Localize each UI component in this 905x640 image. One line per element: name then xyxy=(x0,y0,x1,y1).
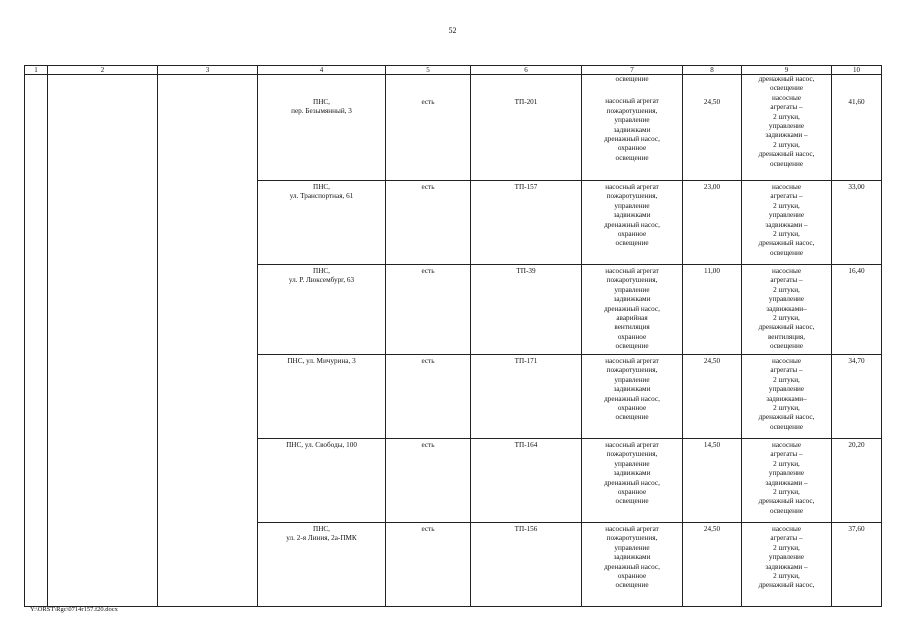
substation-cell-text: ТП-157 xyxy=(514,183,538,191)
column-number: 3 xyxy=(158,66,258,75)
loads-line: освещение xyxy=(769,248,804,257)
equipment-line: управление xyxy=(614,285,650,294)
equipment-line: охранное xyxy=(617,332,647,341)
column-number: 2 xyxy=(48,66,158,75)
equipment-line: охранное xyxy=(617,230,647,239)
equipment-line: задвижками xyxy=(613,211,651,220)
total-cell xyxy=(832,355,882,439)
loads-line: задвижками – xyxy=(765,562,808,571)
total-cell xyxy=(832,181,882,265)
availability-cell-text: есть xyxy=(421,267,435,275)
equipment-line: освещение xyxy=(615,581,649,590)
power-cell xyxy=(683,355,742,439)
equipment-table xyxy=(24,65,882,607)
equipment-line: насосный агрегат xyxy=(605,97,659,106)
object-name-line: ПНС, xyxy=(313,525,330,533)
file-path-footer: Y:\ORST\Rgc\0714r157.f20.docx xyxy=(30,606,118,613)
power-cell-text: 24,50 xyxy=(703,98,721,106)
loads-line: 2 штуки, xyxy=(773,459,800,468)
column-number: 1 xyxy=(25,66,48,75)
power-cell-text: 23,00 xyxy=(703,183,721,191)
equipment-line: охранное xyxy=(617,404,647,413)
equipment-line: задвижками xyxy=(613,553,651,562)
loads-line: освещение xyxy=(769,342,804,351)
equipment-line: пожаротушения, xyxy=(606,450,658,459)
equipment-cell xyxy=(582,75,683,181)
equipment-line: управление xyxy=(614,201,650,210)
availability-cell-text: есть xyxy=(421,183,435,191)
loads-line: агрегаты – xyxy=(770,192,803,201)
column-number: 4 xyxy=(258,66,386,75)
substation-cell xyxy=(471,75,582,181)
equipment-line: управление xyxy=(614,375,650,384)
loads-line: освещение xyxy=(769,422,804,431)
availability-cell xyxy=(386,75,471,181)
equipment-line: задвижками xyxy=(613,385,651,394)
loads-line: агрегаты – xyxy=(770,450,803,459)
substation-cell xyxy=(471,523,582,607)
substation-cell xyxy=(471,265,582,355)
loads-cell xyxy=(742,439,832,523)
substation-cell-text: ТП-171 xyxy=(514,357,538,365)
column-number: 5 xyxy=(386,66,471,75)
total-cell-text: 37,60 xyxy=(848,525,865,533)
loads-line: управление xyxy=(768,211,805,220)
merged-cell-col3 xyxy=(158,75,258,607)
object-name-line: ПНС, ул. Свободы, 100 xyxy=(286,441,357,449)
equipment-cell xyxy=(582,439,683,523)
loads-line: 2 штуки, xyxy=(773,314,800,323)
availability-cell xyxy=(386,439,471,523)
object-name-cell xyxy=(258,75,386,181)
equipment-line: насосный агрегат xyxy=(605,525,659,533)
loads-line: 2 штуки, xyxy=(773,230,800,239)
equipment-line: дренажный насос, xyxy=(604,562,660,571)
loads-line: агрегаты – xyxy=(770,366,803,375)
object-name-line: ул. 2-я Линия, 2а-ПМК xyxy=(286,534,357,543)
total-cell-text: 41,60 xyxy=(848,98,865,106)
loads-line: управление xyxy=(768,385,805,394)
total-cell-text: 34,70 xyxy=(848,357,865,365)
equipment-line: дренажный насос, xyxy=(604,220,660,229)
power-cell xyxy=(683,265,742,355)
table-row xyxy=(25,75,882,181)
loads-line: задвижками– xyxy=(766,394,807,403)
merged-cell-col2 xyxy=(48,75,158,607)
power-cell-text: 24,50 xyxy=(703,357,721,365)
total-cell-text: 16,40 xyxy=(848,267,865,275)
object-name-cell xyxy=(258,181,386,265)
merged-cell-col1 xyxy=(25,75,48,607)
equipment-line: управление xyxy=(614,543,650,552)
equipment-line: пожаротушения, xyxy=(606,276,658,285)
loads-cell xyxy=(742,75,832,181)
equipment-line: аварийная xyxy=(616,314,648,323)
equipment-line: насосный агрегат xyxy=(605,183,659,191)
loads-line: освещение xyxy=(769,159,804,168)
loads-line: задвижками – xyxy=(765,220,808,229)
column-number-row xyxy=(25,66,882,75)
power-cell-text: 24,50 xyxy=(703,525,721,533)
substation-cell xyxy=(471,355,582,439)
loads-line: агрегаты – xyxy=(770,103,803,112)
equipment-line: управление xyxy=(614,116,650,125)
equipment-cell xyxy=(582,523,683,607)
equipment-line: задвижками xyxy=(613,295,651,304)
availability-cell-text: есть xyxy=(421,441,435,449)
substation-cell-text: ТП-156 xyxy=(514,525,538,533)
availability-cell xyxy=(386,265,471,355)
power-cell xyxy=(683,181,742,265)
availability-cell-text: есть xyxy=(421,357,435,365)
equipment-line: насосный агрегат xyxy=(605,441,659,449)
availability-cell xyxy=(386,355,471,439)
power-cell-text: 11,00 xyxy=(704,267,720,275)
loads-line: насосные xyxy=(771,441,802,449)
equipment-line: охранное xyxy=(617,144,647,153)
equipment-cell xyxy=(582,265,683,355)
loads-line: 2 штуки, xyxy=(773,112,800,121)
equipment-line: освещение xyxy=(615,153,649,162)
equipment-line: пожаротушения, xyxy=(606,192,658,201)
loads-line: управление xyxy=(768,122,805,131)
equipment-line: освещение xyxy=(615,497,649,506)
substation-cell xyxy=(471,181,582,265)
column-number: 9 xyxy=(742,66,832,75)
equipment-line: управление xyxy=(614,459,650,468)
loads-line: дренажный насос, xyxy=(758,413,815,422)
equipment-line: дренажный насос, xyxy=(604,394,660,403)
loads-cell xyxy=(742,355,832,439)
power-cell xyxy=(683,75,742,181)
total-cell xyxy=(832,523,882,607)
continuation-text: освещение xyxy=(615,75,649,83)
loads-line: вентиляция, xyxy=(767,332,806,341)
equipment-line: освещение xyxy=(615,342,649,351)
loads-cell xyxy=(742,523,832,607)
object-name-line: ПНС, xyxy=(313,183,330,191)
total-cell xyxy=(832,439,882,523)
power-cell-text: 14,50 xyxy=(703,441,721,449)
loads-line: агрегаты – xyxy=(770,534,803,543)
availability-cell-text: есть xyxy=(421,525,435,533)
loads-line: 2 штуки, xyxy=(773,572,800,581)
loads-line: дренажный насос, xyxy=(758,497,815,506)
substation-cell-text: ТП-39 xyxy=(516,267,536,275)
loads-line: задвижками – xyxy=(765,478,808,487)
equipment-line: задвижками xyxy=(613,469,651,478)
total-cell xyxy=(832,265,882,355)
equipment-cell xyxy=(582,181,683,265)
availability-cell xyxy=(386,523,471,607)
substation-cell-text: ТП-201 xyxy=(514,98,538,106)
equipment-line: пожаротушения, xyxy=(606,366,658,375)
column-number: 10 xyxy=(832,66,882,75)
loads-line: управление xyxy=(768,553,805,562)
loads-line: 2 штуки, xyxy=(773,140,800,149)
loads-line: 2 штуки, xyxy=(773,488,800,497)
object-name-cell xyxy=(258,439,386,523)
total-cell xyxy=(832,75,882,181)
column-number: 7 xyxy=(582,66,683,75)
loads-line: 2 штуки, xyxy=(773,404,800,413)
loads-line: насосные xyxy=(771,183,802,191)
substation-cell xyxy=(471,439,582,523)
loads-line: 2 штуки, xyxy=(773,375,800,384)
page-number: 52 xyxy=(448,26,457,35)
loads-line: насосные xyxy=(771,525,802,533)
equipment-line: освещение xyxy=(615,413,649,422)
object-name-line: пер. Безымянный, 3 xyxy=(291,107,352,116)
availability-cell xyxy=(386,181,471,265)
equipment-line: вентиляция xyxy=(614,323,650,332)
loads-line: задвижками– xyxy=(766,304,807,313)
equipment-line: дренажный насос, xyxy=(604,478,660,487)
object-name-cell xyxy=(258,523,386,607)
column-number: 8 xyxy=(683,66,742,75)
equipment-line: насосный агрегат xyxy=(605,267,659,275)
object-name-line: ул. Р. Люксембург, 63 xyxy=(288,276,355,285)
loads-line: 2 штуки, xyxy=(773,201,800,210)
loads-line: насосные xyxy=(771,93,802,102)
equipment-line: насосный агрегат xyxy=(605,357,659,365)
loads-line: насосные xyxy=(771,357,802,365)
substation-cell-text: ТП-164 xyxy=(514,441,538,449)
equipment-line: освещение xyxy=(615,239,649,248)
continuation-text: дренажный насос, xyxy=(758,75,815,83)
loads-line: управление xyxy=(768,469,805,478)
loads-line: 2 штуки, xyxy=(773,285,800,294)
equipment-line: дренажный насос, xyxy=(604,135,660,144)
loads-line: агрегаты – xyxy=(770,276,803,285)
power-cell xyxy=(683,523,742,607)
object-name-line: ПНС, xyxy=(313,267,330,275)
loads-cell xyxy=(742,265,832,355)
loads-line: дренажный насос, xyxy=(758,323,815,332)
loads-line: насосные xyxy=(771,267,802,275)
equipment-line: охранное xyxy=(617,572,647,581)
object-name-cell xyxy=(258,355,386,439)
equipment-line: задвижками xyxy=(613,125,651,134)
availability-cell-text: есть xyxy=(421,98,435,106)
total-cell-text: 20,20 xyxy=(848,441,865,449)
equipment-line: пожаротушения, xyxy=(606,106,658,115)
loads-line: 2 штуки, xyxy=(773,543,800,552)
object-name-cell xyxy=(258,265,386,355)
loads-line: дренажный насос, xyxy=(758,239,815,248)
loads-line: задвижками – xyxy=(765,131,808,140)
object-name-line: ПНС, ул. Мичурина, 3 xyxy=(287,357,356,365)
equipment-line: дренажный насос, xyxy=(604,304,660,313)
object-name-line: ПНС, xyxy=(313,98,330,106)
loads-line: управление xyxy=(768,295,805,304)
loads-line: дренажный насос, xyxy=(758,150,815,159)
object-name-line: ул. Транспортная, 61 xyxy=(289,192,354,201)
continuation-text: освещение xyxy=(769,84,804,93)
total-cell-text: 33,00 xyxy=(848,183,865,191)
loads-cell xyxy=(742,181,832,265)
loads-line: дренажный насос, xyxy=(758,581,815,590)
equipment-line: охранное xyxy=(617,488,647,497)
loads-line: освещение xyxy=(769,506,804,515)
equipment-cell xyxy=(582,355,683,439)
equipment-line: пожаротушения, xyxy=(606,534,658,543)
power-cell xyxy=(683,439,742,523)
column-number: 6 xyxy=(471,66,582,75)
